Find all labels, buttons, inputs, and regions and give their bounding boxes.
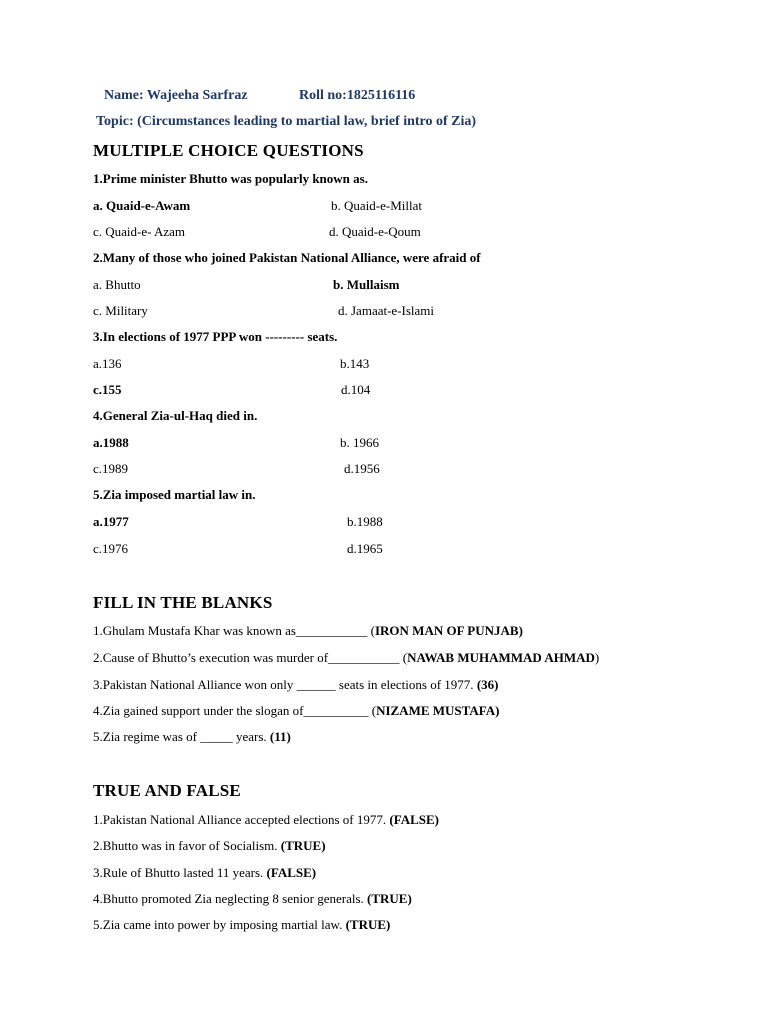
option-a: a. Quaid-e-Awam (93, 198, 191, 213)
blank-tail: ) (594, 650, 600, 665)
option-c: c. Military (93, 303, 148, 318)
blank-text: 1.Ghulam Mustafa Khar was known as___________ ( (93, 623, 375, 638)
tf-item (93, 812, 439, 828)
roll-number: Roll no:1825116116 (299, 88, 416, 103)
student-name: Name: Wajeeha Sarfraz (104, 88, 248, 103)
option-d: d. Quaid-e-Qoum (329, 224, 421, 239)
tf-text: 3.Rule of Bhutto lasted 11 years. (93, 865, 267, 880)
option-c: c.155 (93, 382, 122, 397)
tf-item (93, 838, 326, 854)
option-b: b.1988 (347, 514, 383, 529)
tf-item (93, 917, 390, 933)
tf-text: 5.Zia came into power by imposing martial law. (93, 917, 346, 932)
option-c: c. Quaid-e- Azam (93, 224, 186, 239)
option-c: c.1976 (93, 541, 129, 556)
tf-answer: (FALSE) (266, 865, 317, 880)
option-d: d.1965 (347, 541, 383, 556)
blank-answer: NIZAME MUSTAFA) (376, 703, 500, 718)
tf-item (93, 891, 412, 907)
blank-text: 5.Zia regime was of _____ years. (93, 729, 270, 744)
option-a: a.136 (93, 356, 122, 371)
question-text: 2.Many of those who joined Pakistan National Alliance, were afraid of (93, 250, 481, 265)
blank-answer: (11) (269, 729, 291, 744)
question-text: 5.Zia imposed martial law in. (93, 487, 256, 502)
option-b: b. Mullaism (333, 277, 400, 292)
option-d: d.104 (341, 382, 371, 397)
blank-text: 2.Cause of Bhutto’s execution was murder of___________ ( (93, 650, 408, 665)
blank-text: 4.Zia gained support under the slogan of__________ ( (93, 703, 377, 718)
blank-answer: IRON MAN OF PUNJAB (374, 623, 519, 638)
blank-text: 3.Pakistan National Alliance won only ______ seats in elections of 1977. (93, 677, 477, 692)
tf-text: 2.Bhutto was in favor of Socialism. (93, 838, 281, 853)
mcq-title: MULTIPLE CHOICE QUESTIONS (93, 141, 364, 160)
tf-text: 4.Bhutto promoted Zia neglecting 8 senior generals. (93, 891, 368, 906)
tf-text: 1.Pakistan National Alliance accepted elections of 1977. (93, 812, 390, 827)
blank-item (93, 729, 291, 745)
option-b: b. Quaid-e-Millat (331, 198, 422, 213)
blank-item (93, 650, 599, 666)
fill-blanks-title: FILL IN THE BLANKS (93, 593, 273, 612)
blank-answer: NAWAB MUHAMMAD AHMAD (407, 650, 595, 665)
option-a: a.1988 (93, 435, 129, 450)
blank-item (93, 623, 523, 639)
blank-answer: (36) (476, 677, 499, 692)
option-d: d. Jamaat-e-Islami (338, 303, 435, 318)
tf-answer: (FALSE) (389, 812, 439, 827)
question-text: 3.In elections of 1977 PPP won --------- seats. (93, 329, 338, 344)
tf-answer: (TRUE) (280, 838, 326, 853)
tf-answer: (TRUE) (345, 917, 391, 932)
tf-item (93, 865, 316, 881)
option-d: d.1956 (344, 461, 380, 476)
topic: Topic: (Circumstances leading to martial law, brief intro of Zia) (96, 114, 477, 129)
option-b: b.143 (340, 356, 370, 371)
blank-item (93, 677, 498, 693)
option-b: b. 1966 (340, 435, 379, 450)
tf-answer: (TRUE) (367, 891, 412, 906)
option-c: c.1989 (93, 461, 129, 476)
option-a: a. Bhutto (93, 277, 141, 292)
blank-item (93, 703, 499, 719)
true-false-title: TRUE AND FALSE (93, 781, 241, 800)
question-text: 1.Prime minister Bhutto was popularly known as. (93, 171, 368, 186)
question-text: 4.General Zia-ul-Haq died in. (93, 408, 258, 423)
option-a: a.1977 (93, 514, 129, 529)
blank-tail: ) (518, 623, 523, 638)
